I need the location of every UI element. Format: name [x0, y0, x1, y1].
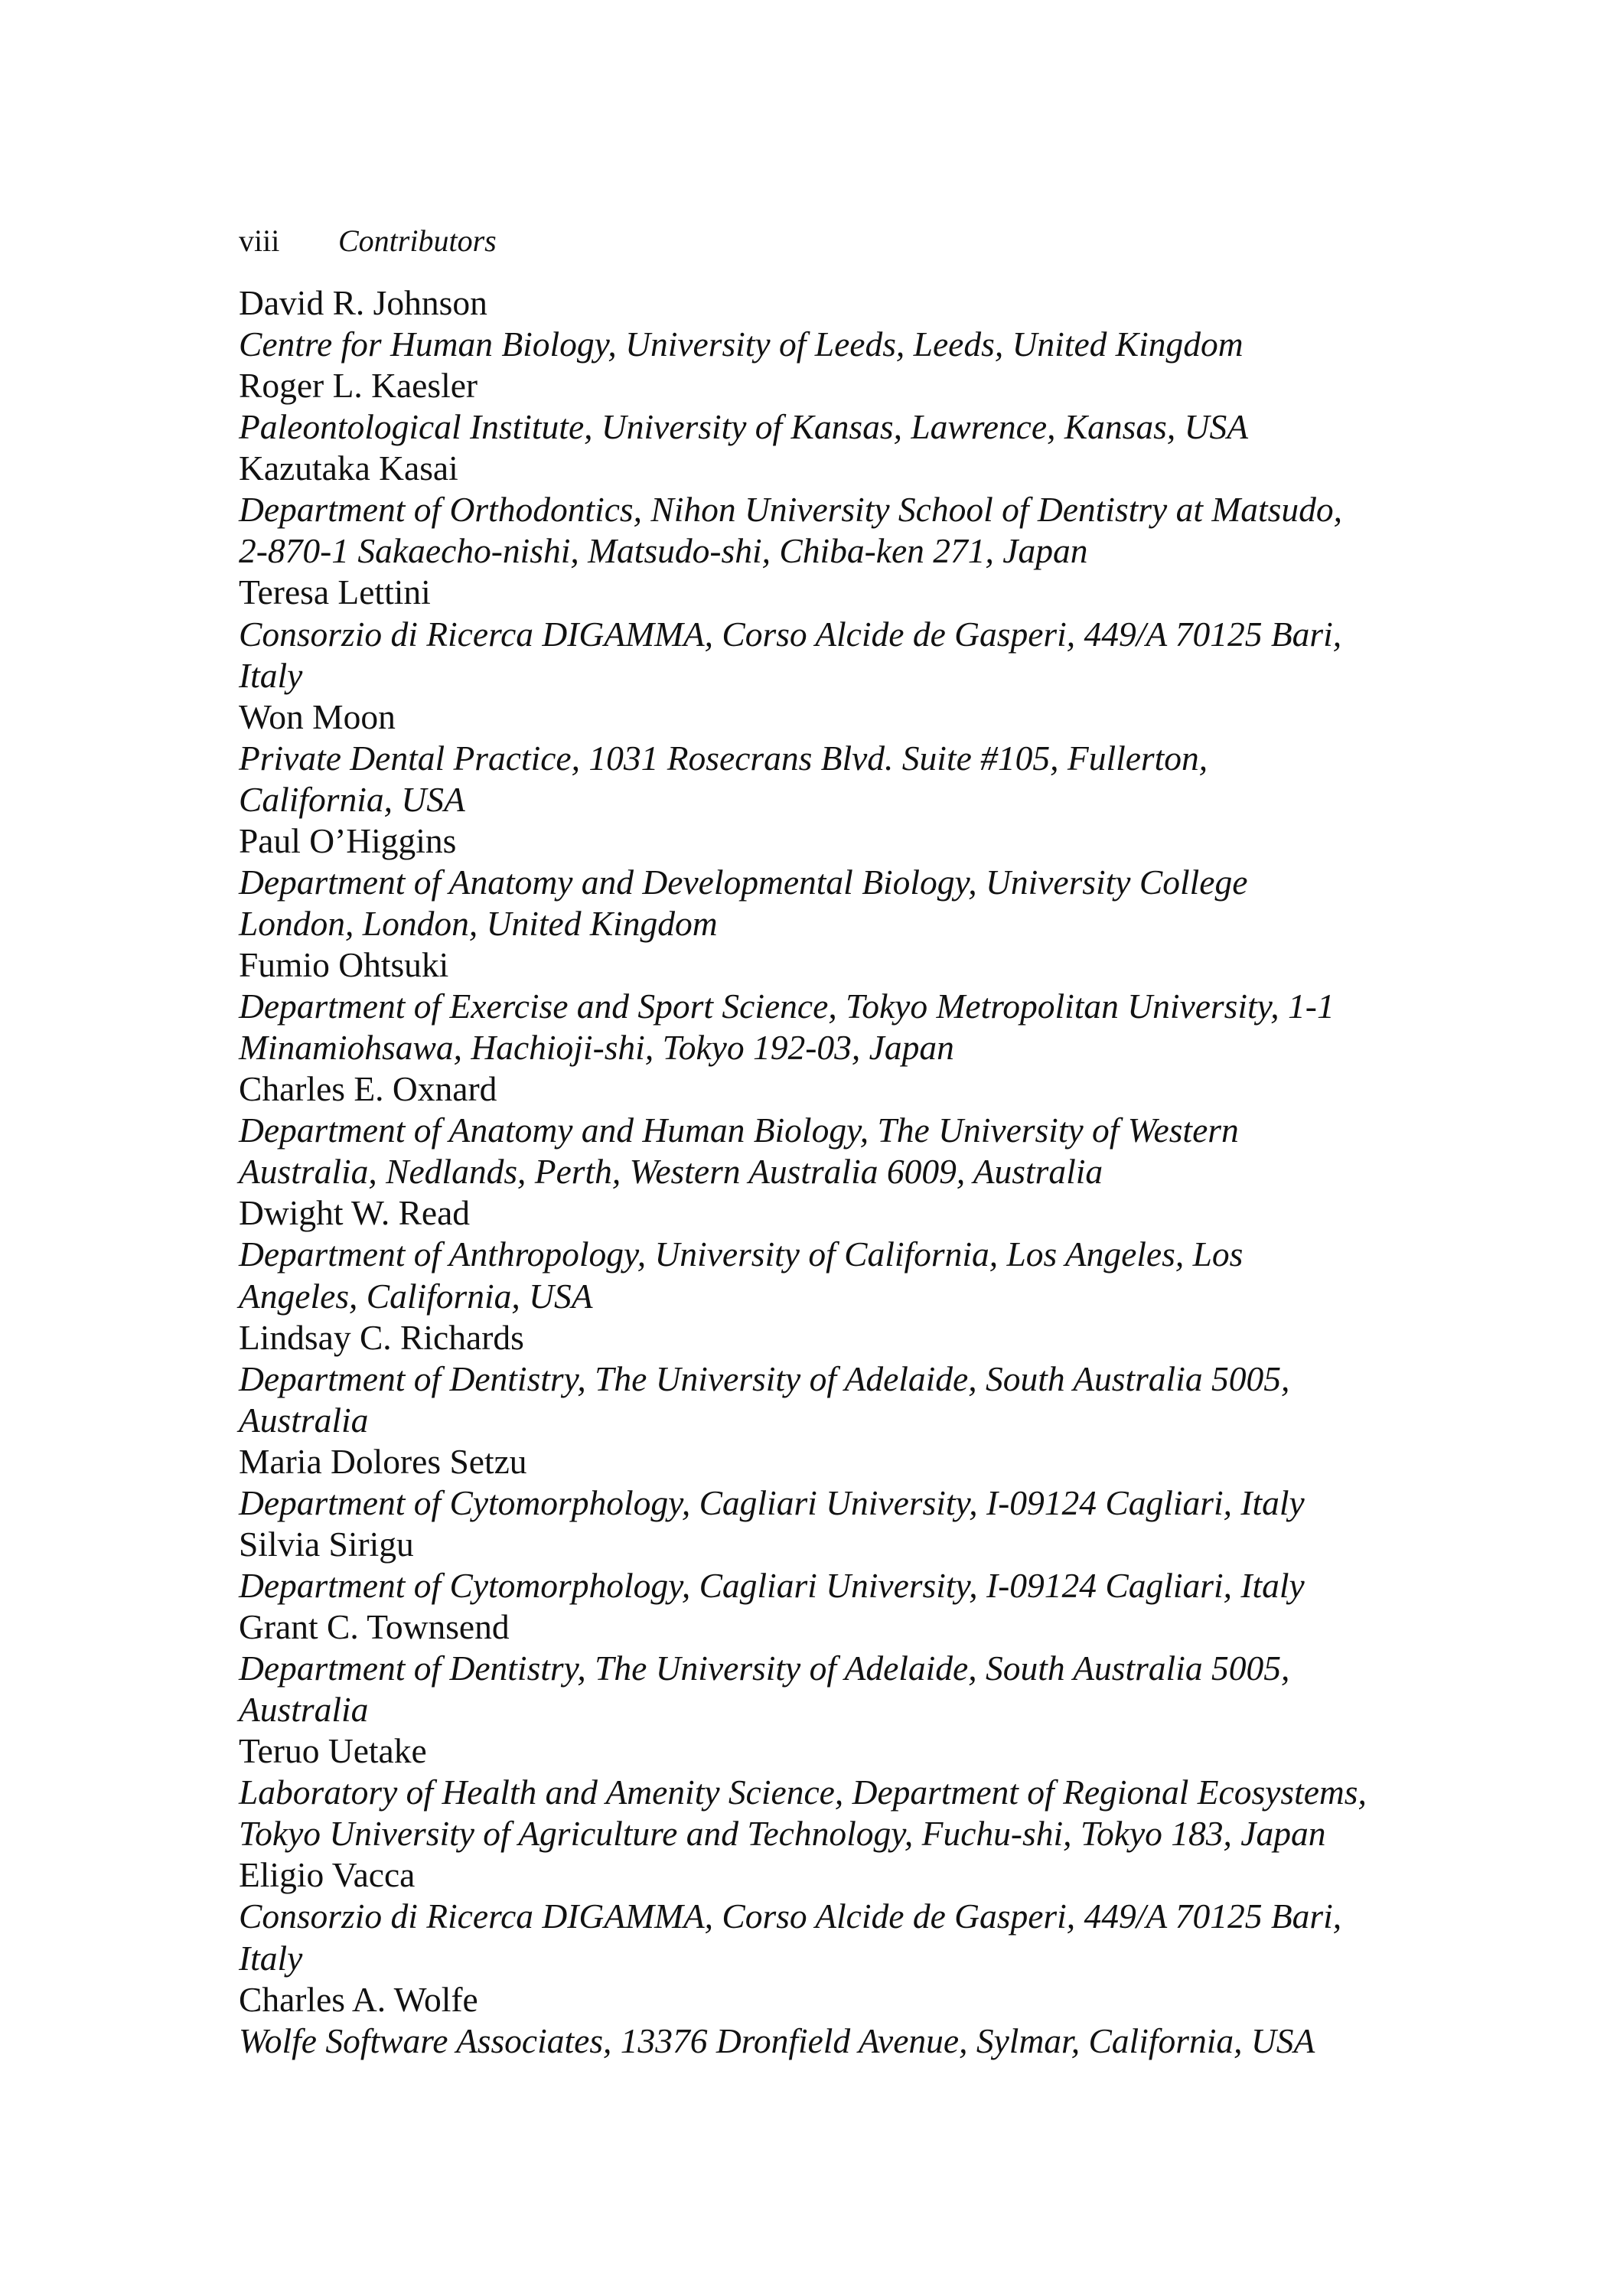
- contributor-name: Won Moon: [239, 696, 396, 736]
- affiliation-line: Department of Cytomorphology, Cagliari University, I-09124 Cagliari, Italy: [239, 1565, 1305, 1605]
- contributor-affiliation: [239, 862, 1417, 944]
- affiliation-line: Consorzio di Ricerca DIGAMMA, Corso Alcide de Gasperi, 449/A 70125 Bari,: [239, 1896, 1342, 1936]
- affiliation-line: Italy: [239, 1938, 303, 1978]
- contributor-entry: [239, 365, 1417, 448]
- contributor-affiliation: [239, 1648, 1417, 1730]
- affiliation-line: Australia: [239, 1400, 369, 1440]
- contributor-name: Paul O’Higgins: [239, 820, 457, 860]
- contributor-entry: [239, 1854, 1417, 1978]
- contributor-entry: [239, 1730, 1417, 1854]
- page-number: viii: [239, 223, 280, 258]
- contributor-entry: [239, 1606, 1417, 1730]
- contributor-entry: [239, 1524, 1417, 1606]
- contributor-entry: [239, 1192, 1417, 1316]
- contributor-affiliation: [239, 1772, 1417, 1854]
- contributor-name: Dwight W. Read: [239, 1193, 471, 1233]
- contributor-affiliation: [239, 489, 1417, 572]
- contributor-affiliation: [239, 1358, 1417, 1441]
- contributor-list: [239, 282, 1417, 2062]
- affiliation-line: Paleontological Institute, University of Kansas, Lawrence, Kansas, USA: [239, 407, 1248, 447]
- affiliation-line: Department of Orthodontics, Nihon University School of Dentistry at Matsudo,: [239, 490, 1342, 530]
- affiliation-line: Wolfe Software Associates, 13376 Dronfield Avenue, Sylmar, California, USA: [239, 2020, 1315, 2060]
- contributor-affiliation: [239, 1110, 1417, 1192]
- affiliation-line: Centre for Human Biology, University of Leeds, Leeds, United Kingdom: [239, 325, 1244, 364]
- affiliation-line: Department of Anatomy and Human Biology, The University of Western: [239, 1110, 1239, 1150]
- contributor-affiliation: [239, 406, 1417, 448]
- contributor-name: Roger L. Kaesler: [239, 366, 478, 406]
- contributor-entry: [239, 1068, 1417, 1192]
- contributor-name: Lindsay C. Richards: [239, 1317, 524, 1357]
- affiliation-line: Italy: [239, 655, 303, 695]
- contributor-entry: [239, 1441, 1417, 1524]
- affiliation-line: Australia, Nedlands, Perth, Western Australia 6009, Australia: [239, 1152, 1103, 1192]
- affiliation-line: London, London, United Kingdom: [239, 903, 718, 943]
- affiliation-line: 2-870-1 Sakaecho-nishi, Matsudo-shi, Chiba-ken 271, Japan: [239, 531, 1088, 571]
- contributor-affiliation: [239, 2020, 1417, 2062]
- contributor-entry: [239, 696, 1417, 820]
- contributor-name: Teresa Lettini: [239, 572, 431, 612]
- contributor-entry: [239, 944, 1417, 1068]
- running-head: Contributors: [338, 223, 497, 258]
- contributor-name: Kazutaka Kasai: [239, 448, 458, 488]
- page-header: [239, 220, 497, 262]
- contributor-name: Charles E. Oxnard: [239, 1069, 497, 1109]
- affiliation-line: Angeles, California, USA: [239, 1276, 593, 1316]
- contributor-entry: [239, 1979, 1417, 2062]
- affiliation-line: Department of Dentistry, The University of Adelaide, South Australia 5005,: [239, 1649, 1290, 1688]
- affiliation-line: Department of Anthropology, University of California, Los Angeles, Los: [239, 1234, 1244, 1274]
- affiliation-line: Australia: [239, 1690, 369, 1730]
- contributor-name: Charles A. Wolfe: [239, 1979, 478, 2019]
- contributor-name: Teruo Uetake: [239, 1731, 427, 1771]
- affiliation-line: Minamiohsawa, Hachioji-shi, Tokyo 192-03, Japan: [239, 1028, 954, 1068]
- contributor-name: Fumio Ohtsuki: [239, 945, 449, 984]
- contributor-affiliation: [239, 614, 1417, 696]
- affiliation-line: Department of Cytomorphology, Cagliari University, I-09124 Cagliari, Italy: [239, 1482, 1305, 1522]
- contributor-entry: [239, 1317, 1417, 1441]
- contributor-name: David R. Johnson: [239, 283, 487, 322]
- affiliation-line: Tokyo University of Agriculture and Technology, Fuchu-shi, Tokyo 183, Japan: [239, 1814, 1326, 1854]
- contributor-name: Silvia Sirigu: [239, 1524, 414, 1564]
- affiliation-line: California, USA: [239, 779, 465, 819]
- contributor-name: Grant C. Townsend: [239, 1607, 510, 1646]
- affiliation-line: Private Dental Practice, 1031 Rosecrans Blvd. Suite #105, Fullerton,: [239, 738, 1208, 778]
- contributor-affiliation: [239, 324, 1417, 365]
- contributor-affiliation: [239, 738, 1417, 820]
- contributor-entry: [239, 448, 1417, 572]
- affiliation-line: Department of Anatomy and Developmental Biology, University College: [239, 862, 1248, 902]
- affiliation-line: Department of Exercise and Sport Science, Tokyo Metropolitan University, 1-1: [239, 987, 1335, 1026]
- contributor-affiliation: [239, 986, 1417, 1068]
- contributor-entry: [239, 820, 1417, 944]
- contributor-name: Eligio Vacca: [239, 1855, 416, 1895]
- contributor-entry: [239, 572, 1417, 696]
- contributor-affiliation: [239, 1482, 1417, 1524]
- affiliation-line: Consorzio di Ricerca DIGAMMA, Corso Alcide de Gasperi, 449/A 70125 Bari,: [239, 614, 1342, 654]
- contributor-entry: [239, 282, 1417, 365]
- affiliation-line: Laboratory of Health and Amenity Science, Department of Regional Ecosystems,: [239, 1773, 1367, 1812]
- contributor-affiliation: [239, 1565, 1417, 1606]
- contributor-name: Maria Dolores Setzu: [239, 1441, 527, 1481]
- affiliation-line: Department of Dentistry, The University of Adelaide, South Australia 5005,: [239, 1358, 1290, 1398]
- contributor-affiliation: [239, 1234, 1417, 1316]
- contributor-affiliation: [239, 1896, 1417, 1978]
